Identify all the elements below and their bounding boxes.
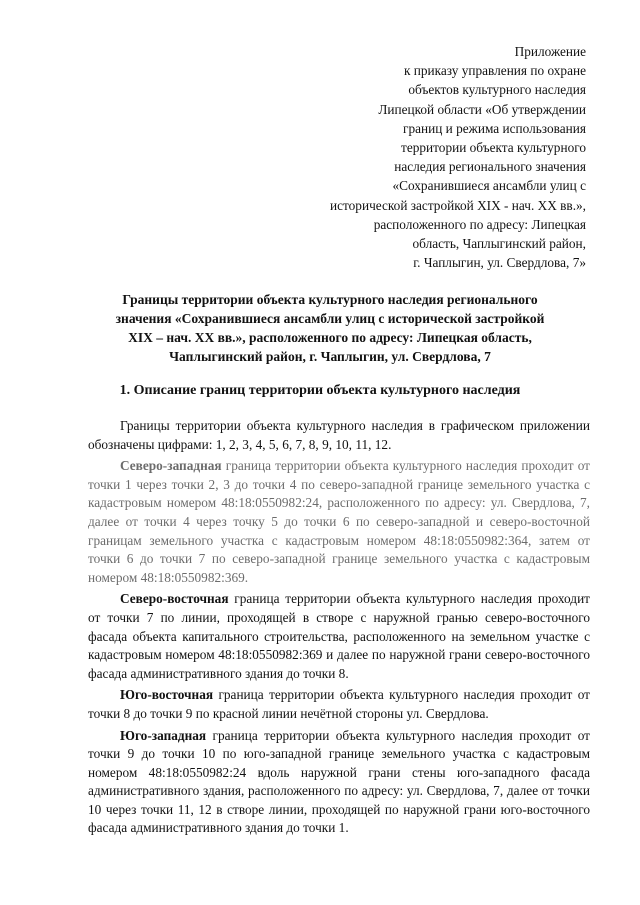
appendix-line: границ и режима использования <box>402 120 586 136</box>
title-line: Чаплыгинский район, г. Чаплыгин, ул. Свердлова, 7 <box>169 349 491 364</box>
document-title <box>80 290 580 366</box>
northwest-paragraph <box>88 457 590 587</box>
appendix-line: расположенного по адресу: Липецкая <box>373 216 586 232</box>
southeast-text: граница территории объекта культурного наследия проходит от точки 8 до точки 9 по красной линии нечётной стороны ул. Свердлова. <box>88 687 590 721</box>
appendix-line: исторической застройкой XIX - нач. XX вв.», <box>330 197 586 213</box>
northeast-label: Северо-восточная <box>120 591 229 607</box>
southeast-paragraph <box>88 686 590 723</box>
appendix-line: область, Чаплыгинский район, <box>412 236 586 252</box>
southwest-paragraph <box>88 727 590 839</box>
section-heading: 1. Описание границ территории объекта культурного наследия <box>119 383 521 398</box>
appendix-block <box>246 42 586 272</box>
document-body <box>88 417 590 841</box>
appendix-line: Приложение <box>514 44 586 59</box>
northeast-text: граница территории объекта культурного наследия проходит от точки 7 по линии, проходящей в створе с наружной гранью северо-восточного фасада объекта капитального строительства, расположенного на земельном участке с кадастровым номером 48:18:0550982:369 и далее по наружной грани северо-восточного фасада административного здания до точки 8. <box>88 591 590 681</box>
appendix-line: Липецкой области «Об утверждении <box>378 101 586 117</box>
appendix-line: наследия регионального значения <box>394 159 586 175</box>
title-line: Границы территории объекта культурного наследия регионального <box>122 292 538 307</box>
appendix-line: «Сохранившиеся ансамбли улиц с <box>392 178 586 194</box>
intro-paragraph: Границы территории объекта культурного наследия в графическом приложении обозначены цифрами: 1, 2, 3, 4, 5, 6, 7, 8, 9, 10, 11, 12. <box>88 418 590 452</box>
southwest-label: Юго-западная <box>120 727 207 743</box>
appendix-line: г. Чаплыгин, ул. Свердлова, 7» <box>413 255 586 271</box>
title-line: XIX – нач. XX вв.», расположенного по адресу: Липецкая область, <box>128 330 532 345</box>
northwest-label: Северо-западная <box>120 458 222 474</box>
southwest-text: граница территории объекта культурного наследия проходит от точки 9 до точки 10 по юго-западной границе земельного участка с кадастровым номером 48:18:0550982:24 вдоль наружной грани стены юго-западного фасада административного здания, расположенного по адресу: ул. Свердлова, 7, далее от точки 10 через точки 11, 12 в створе линии, проходящей по наружной грани юго-восточного фасада административного здания до точки 1. <box>88 727 590 836</box>
appendix-line: объектов культурного наследия <box>408 82 586 98</box>
appendix-line: к приказу управления по охране <box>403 63 586 79</box>
northeast-paragraph <box>88 590 590 683</box>
southeast-label: Юго-восточная <box>120 687 214 703</box>
appendix-line: территории объекта культурного <box>401 140 586 156</box>
title-line: значения «Сохранившиеся ансамбли улиц с исторической застройкой <box>115 311 545 326</box>
northwest-text: граница территории объекта культурного наследия проходит от точки 1 через точки 2, 3 до точки 4 по северо-западной границе земельного участка с кадастровым номером 48:18:0550982:24, расположенного по адресу: ул. Свердлова, 7, далее от точки 4 через точку 5 до точки 6 по северо-западной и северо-восточной границам земельного участка с кадастровым номером 48:18:0550982:364, затем от точки 6 до точки 7 по северо-западной границе земельного участка с кадастровым номером 48:18:0550982:369. <box>88 458 590 585</box>
